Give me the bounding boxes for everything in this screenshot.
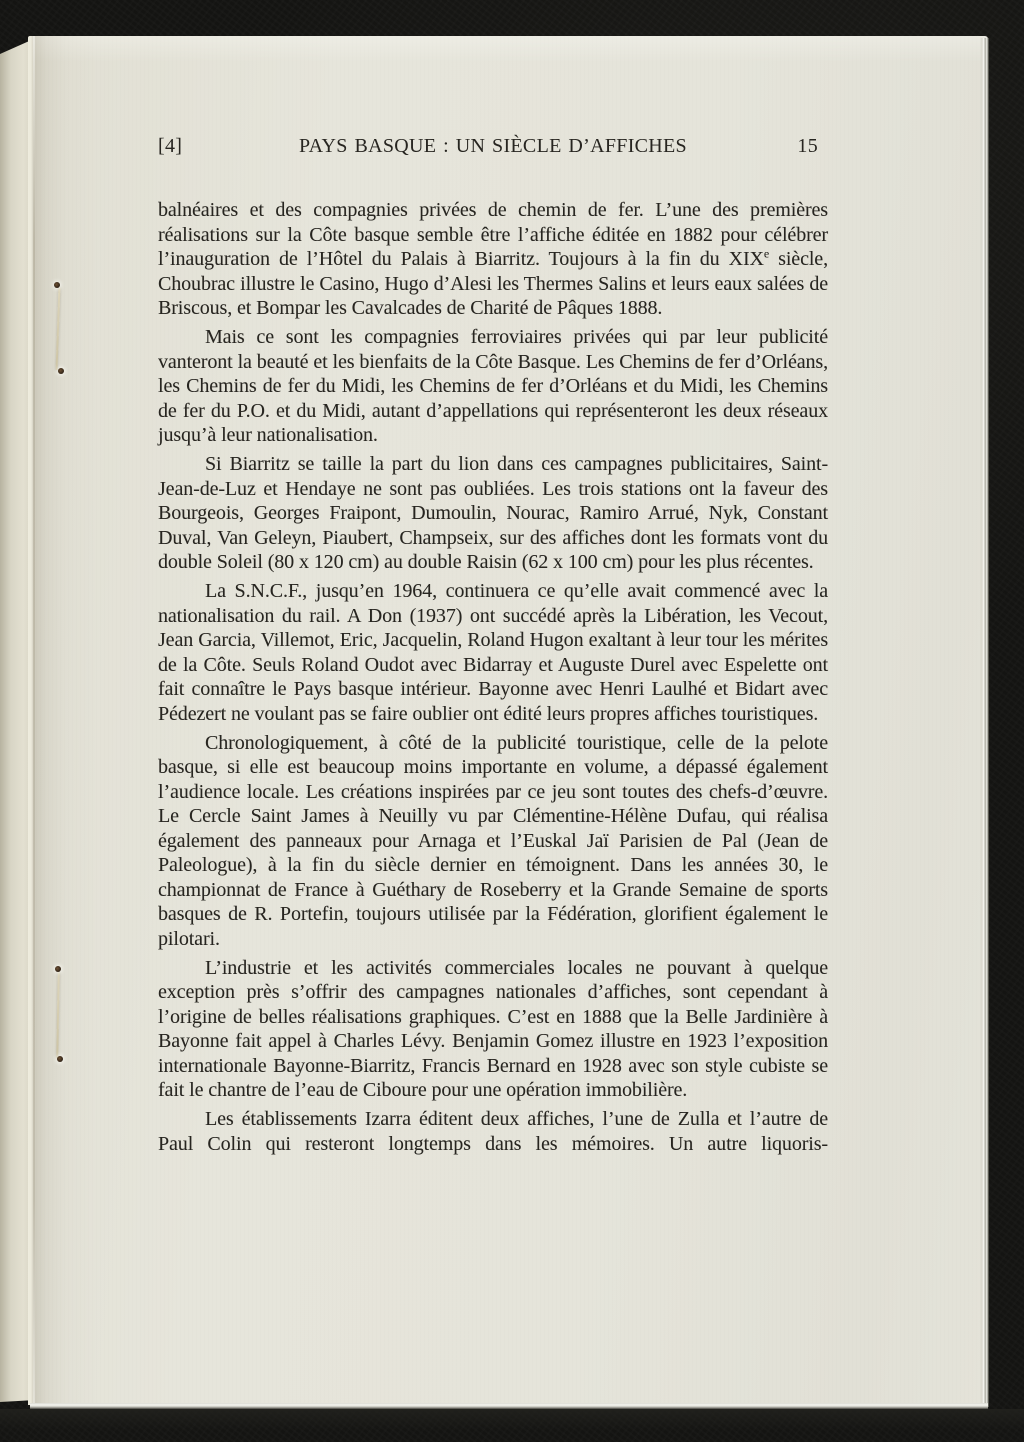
paragraph-4: La S.N.C.F., jusqu’en 1964, continuera ce qu’elle avait commencé avec la nationalisation du rail. A Don (1937) ont succédé après la Libération, les Vecout, Jean Garcia, Villemot, Eric, Jacquelin, Roland Hugon exaltant à leur tour les mérites de la Côte. Seuls Roland Oudot avec Bidarray et Auguste Durel avec Espelette ont fait connaître le Pays basque intérieur. Bayonne avec Henri Laulhé et Bidart avec Pédezert ne voulant pas se faire oublier ont édité leurs propres affiches touristiques. [158,580,828,725]
binding-thread [56,972,60,1058]
binding-stitch [57,1056,63,1062]
binding-stitch [54,282,60,288]
paragraph-5: Chronologiquement, à côté de la publicité touristique, celle de la pelote basque, si elle est beaucoup moins importante en volume, a dépassé également l’audience locale. Les créations inspirées par ce jeu sont toutes des chefs-d’œuvre. Le Cercle Saint James à Neuilly vu par Clémentine-Hélène Dufau, qui réalisa également des panneaux pour Arnaga et l’Euskal Jaï Parisien de Pal (Jean de Paleologue), à la fin du siècle dernier en témoignent. Dans les années 30, le championnat de France à Guéthary de Roseberry et la Grande Semaine de sports basques de R. Portefin, toujours utilisée par la Fédération, glorifient également le pilotari. [158,731,828,950]
binding-stitch [55,966,61,972]
paragraph-3: Si Biarritz se taille la part du lion dans ces campagnes publicitaires, Saint-Jean-de-Luz et Hendaye ne sont pas oubliées. Les trois stations ont la faveur des Bourgeois, Georges Fraipont, Dumoulin, Nourac, Ramiro Arrué, Nyk, Constant Duval, Van Geleyn, Piaubert, Champseix, sur des affiches dont les formats vont du double Soleil (80 x 120 cm) au double Raisin (62 x 100 cm) pour les plus récentes. [158,453,828,573]
page-content [158,134,828,1161]
book-page [28,36,988,1405]
paragraph-7: Les établissements Izarra éditent deux affiches, l’une de Zulla et l’autre de Paul Colin qui resteront longtemps dans les mémoires. Un autre liquoris- [158,1108,828,1155]
paragraph-1: balnéaires et des compagnies privées de chemin de fer. L’une des premières réalisations sur la Côte basque semble être l’affiche éditée en 1882 pour célébrer l’inauguration de l’Hôtel du Palais à Biarritz. Toujours à la fin du XIXe siècle, Choubrac illustre le Casino, Hugo d’Alesi les Thermes Salins et leurs eaux salées de Briscous, et Bompar les Cavalcades de Charité de Pâques 1888. [158,199,828,319]
binding-stitch [58,368,64,374]
binding-crease [33,36,35,1405]
page-number: 15 [797,135,818,157]
running-head [158,134,828,158]
fore-edge-page-stack [980,38,989,1407]
binding-thread [56,288,61,370]
paragraph-6: L’industrie et les activités commerciales locales ne pouvant à quelque exception près s’offrir des campagnes nationales d’affiches, sont cependant à l’origine de belles réalisations graphiques. C’est en 1888 que la Belle Jardinière à Bayonne fait appel à Charles Lévy. Benjamin Gomez illustre en 1923 l’exposition internationale Bayonne-Biarritz, Francis Bernard en 1928 avec son style cubiste se fait le chantre de l’eau de Ciboure pour une opération immobilière. [158,956,828,1101]
bottom-page-shadow [0,1409,1024,1435]
section-marker: [4] [158,135,183,157]
body-text [158,198,828,1156]
paragraph-2: Mais ce sont les compagnies ferroviaires privées qui par leur publicité vanteront la beauté et les bienfaits de la Côte Basque. Les Chemins de fer d’Orléans, les Chemins de fer du Midi, les Chemins de fer d’Orléans et du Midi, les Chemins de fer du P.O. et du Midi, autant d’appellations qui représenteront les deux réseaux jusqu’à leur nationalisation. [158,326,828,446]
running-title: PAYS BASQUE : UN SIÈCLE D’AFFICHES [299,135,687,157]
